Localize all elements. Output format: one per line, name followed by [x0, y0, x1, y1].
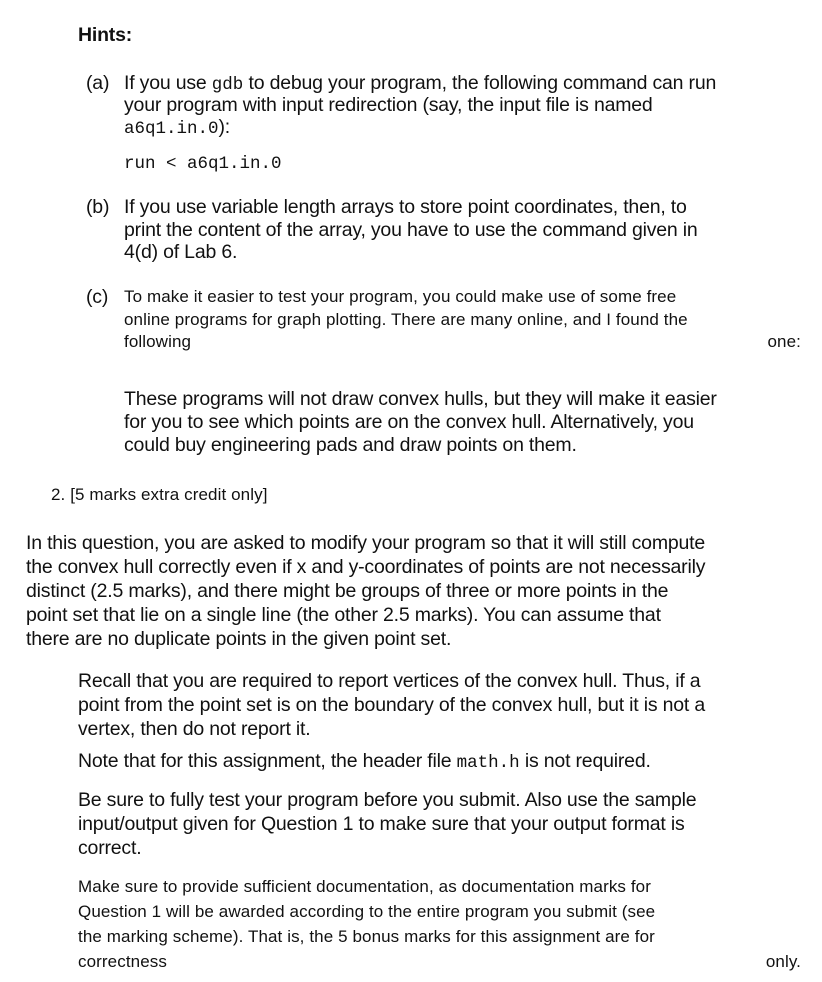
q2-intro-line-4: point set that lie on a single line (the other 2.5 marks). You can assume that	[26, 604, 661, 626]
hint-c-one: one:	[767, 332, 801, 351]
input-file-code: a6q1.in.0	[124, 119, 219, 139]
hint-c-following: following	[124, 332, 192, 351]
hint-a-text: If you use	[124, 72, 212, 94]
hints-heading: Hints:	[78, 24, 133, 46]
hint-a-text: ):	[218, 116, 231, 138]
hint-a-line-1	[124, 72, 716, 96]
q2-intro-line-3: distinct (2.5 marks), and there might be groups of three or more points in the	[26, 580, 669, 602]
hint-b-label: (b)	[86, 196, 110, 218]
doc-line-3: the marking scheme). That is, the 5 bonus marks for this assignment are for	[78, 927, 655, 946]
hint-c-para2-line-1: These programs will not draw convex hulls, but they will make it easier	[124, 388, 717, 410]
hint-b-line-2: print the content of the array, you have to use the command given in	[124, 219, 698, 241]
doc-only: only.	[765, 952, 801, 971]
recall-line-3: vertex, then do not report it.	[78, 718, 311, 740]
note-text: is not required.	[519, 750, 651, 772]
gdb-run-command: run < a6q1.in.0	[124, 154, 282, 174]
test-line-3: correct.	[78, 837, 142, 859]
gdb-code: gdb	[211, 75, 244, 95]
recall-line-2: point from the point set is on the boundary of the convex hull, but it is not a	[78, 694, 706, 716]
math-h-code: math.h	[456, 753, 520, 773]
hint-c-line-3	[124, 331, 801, 353]
test-line-1: Be sure to fully test your program before you submit. Also use the sample	[78, 789, 697, 811]
hint-a-line-2: your program with input redirection (say, the input file is named	[124, 94, 653, 116]
doc-line-4	[78, 951, 801, 973]
hint-c-label: (c)	[86, 286, 109, 308]
question-2-heading: 2. [5 marks extra credit only]	[51, 485, 268, 504]
hint-c-line-2: online programs for graph plotting. There are many online, and I found the	[124, 310, 688, 329]
test-line-2: input/output given for Question 1 to make sure that your output format is	[78, 813, 685, 835]
q2-intro-line-5: there are no duplicate points in the given point set.	[26, 628, 452, 650]
hint-b-line-3: 4(d) of Lab 6.	[124, 241, 238, 263]
recall-line-1: Recall that you are required to report vertices of the convex hull. Thus, if a	[78, 670, 701, 692]
hint-a-line-3	[124, 116, 230, 140]
note-text: Note that for this assignment, the header file	[78, 750, 457, 772]
doc-correctness: correctness	[78, 952, 167, 971]
q2-intro-line-2: the convex hull correctly even if x and y-coordinates of points are not necessarily	[26, 556, 706, 578]
hint-c-para2-line-2: for you to see which points are on the convex hull. Alternatively, you	[124, 411, 694, 433]
hint-b-line-1: If you use variable length arrays to store point coordinates, then, to	[124, 196, 687, 218]
doc-line-2: Question 1 will be awarded according to the entire program you submit (see	[78, 902, 656, 921]
doc-line-1: Make sure to provide sufficient documentation, as documentation marks for	[78, 877, 651, 896]
q2-intro-line-1: In this question, you are asked to modify your program so that it will still compute	[26, 532, 706, 554]
hint-c-para2-line-3: could buy engineering pads and draw points on them.	[124, 434, 577, 456]
hint-a-label: (a)	[86, 72, 110, 94]
note-line	[78, 750, 651, 774]
hint-a-text: to debug your program, the following command can run	[243, 72, 717, 94]
hint-c-line-1: To make it easier to test your program, you could make use of some free	[124, 287, 677, 306]
